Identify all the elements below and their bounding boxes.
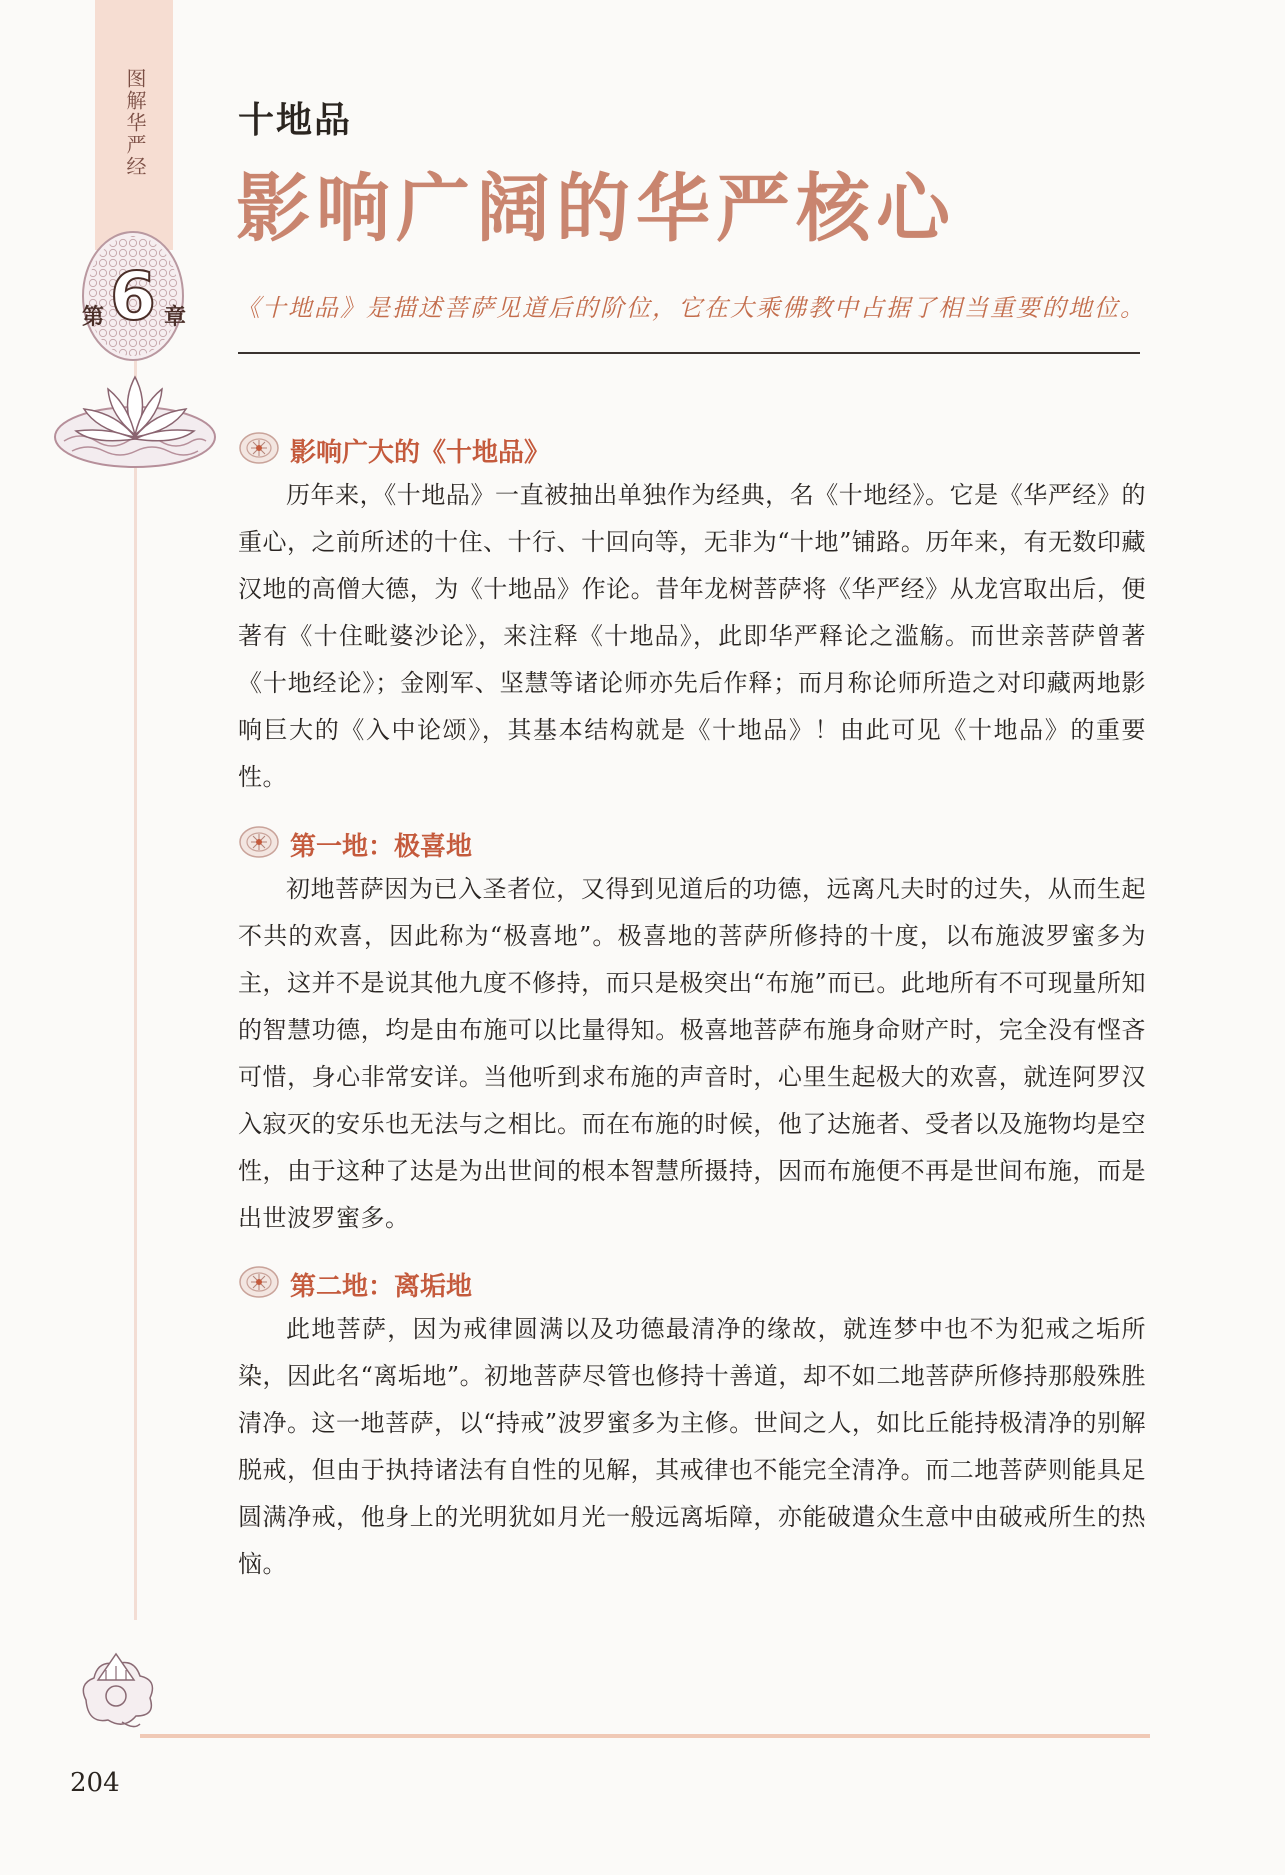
page-title: 影响广阔的华严核心 bbox=[236, 166, 956, 252]
chapter-suffix: 章 bbox=[164, 305, 187, 330]
series-title: 图解华严经 bbox=[123, 68, 147, 178]
intro-text: 《十地品》是描述菩萨见道后的阶位，它在大乘佛教中占据了相当重要的地位。 bbox=[236, 294, 1146, 322]
section-first-ground bbox=[238, 822, 1146, 1242]
chapter-subtitle: 十地品 bbox=[238, 99, 353, 141]
section-title: 第一地：极喜地 bbox=[290, 832, 473, 862]
section-heading bbox=[238, 822, 1146, 866]
chapter-badge bbox=[78, 228, 188, 368]
chapter-number: 6 bbox=[110, 258, 156, 335]
section-title: 第二地：离垢地 bbox=[290, 1272, 473, 1302]
section-body: 历年来，《十地品》一直被抽出单独作为经典，名《十地经》。它是《华严经》的重心，之前所述的十住、十行、十回向等，无非为“十地”铺路。历年来，有无数印藏汉地的高僧大德，为《十地品》作论。昔年龙树菩萨将《华严经》从龙宫取出后，便著有《十住毗婆沙论》，来注释《十地品》，此即华严释论之滥觞。而世亲菩萨曾著《十地经论》；金刚军、坚慧等诸论师亦先后作释；而月称论师所造之对印藏两地影响巨大的《入中论颂》，其基本结构就是《十地品》！由此可见《十地品》的重要性。 bbox=[238, 481, 1146, 791]
footer-divider bbox=[140, 1734, 1150, 1738]
section-body: 初地菩萨因为已入圣者位，又得到见道后的功德，远离凡夫时的过失，从而生起不共的欢喜，因此称为“极喜地”。极喜地的菩萨所修持的十度，以布施波罗蜜多为主，这并不是说其他九度不修持，而只是极突出“布施”而已。此地所有不可现量所知的智慧功德，均是由布施可以比量得知。极喜地菩萨布施身命财产时，完全没有悭吝可惜，身心非常安详。当他听到求布施的声音时，心里生起极大的欢喜，就连阿罗汉入寂灭的安乐也无法与之相比。而在布施的时候，他了达施者、受者以及施物均是空性，由于这种了达是为出世间的根本智慧所摄持，因而布施便不再是世间布施，而是出世波罗蜜多。 bbox=[238, 875, 1146, 1232]
chapter-prefix: 第 bbox=[82, 305, 105, 330]
dharma-wheel-icon bbox=[238, 1264, 280, 1300]
dharma-wheel-icon bbox=[238, 824, 280, 860]
lotus-icon bbox=[50, 365, 220, 475]
section-body: 此地菩萨，因为戒律圆满以及功德最清净的缘故，就连梦中也不为犯戒之垢所染，因此名“离垢地”。初地菩萨尽管也修持十善道，却不如二地菩萨所修持那般殊胜清净。这一地菩萨，以“持戒”波罗蜜多为主修。世间之人，如比丘能持极清净的别解脱戒，但由于执持诸法有自性的见解，其戒律也不能完全清净。而二地菩萨则能具足圆满净戒，他身上的光明犹如月光一般远离垢障，亦能破遣众生意中由破戒所生的热恼。 bbox=[238, 1315, 1146, 1578]
section-heading bbox=[238, 428, 1146, 472]
cloud-ornament-icon bbox=[68, 1640, 164, 1736]
section-title: 影响广大的《十地品》 bbox=[290, 438, 551, 468]
section-influence bbox=[238, 428, 1146, 801]
section-second-ground bbox=[238, 1262, 1146, 1588]
page-number: 204 bbox=[70, 1768, 120, 1798]
section-heading bbox=[238, 1262, 1146, 1306]
dharma-wheel-icon bbox=[238, 430, 280, 466]
intro-divider bbox=[238, 352, 1140, 354]
